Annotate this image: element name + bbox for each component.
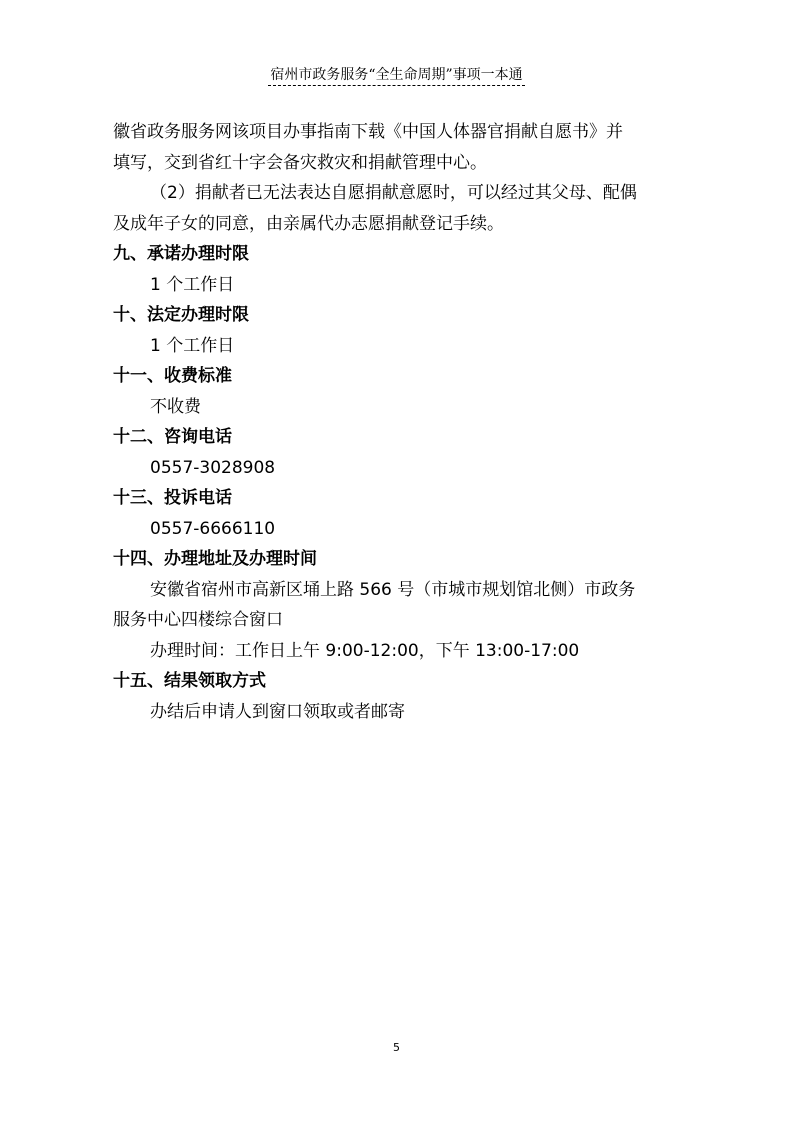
page-header — [0, 64, 793, 86]
section-heading-result-collection: 十五、结果领取方式 — [113, 671, 266, 691]
section-heading-promised-time-limit: 九、承诺办理时限 — [113, 244, 249, 264]
page-number: 5 — [393, 1041, 400, 1054]
section-heading-consult-phone: 十二、咨询电话 — [113, 427, 232, 447]
address-line: 服务中心四楼综合窗口 — [113, 610, 283, 630]
body-line: 徽省政务服务网该项目办事指南下载《中国人体器官捐献自愿书》并 — [113, 122, 623, 142]
body-line: 填写，交到省红十字会备灾救灾和捐献管理中心。 — [113, 152, 487, 173]
body-line: 及成年子女的同意，由亲属代办志愿捐献登记手续。 — [113, 213, 504, 234]
body-line: （2）捐献者已无法表达自愿捐献意愿时，可以经过其父母、配偶 — [150, 183, 637, 203]
complaint-phone-number: 0557-6666110 — [150, 518, 276, 539]
section-heading-fee-standard: 十一、收费标准 — [113, 366, 232, 386]
consult-phone-number: 0557-3028908 — [150, 457, 276, 478]
office-hours-line: 办理时间：工作日上午 9:00-12:00，下午 13:00-17:00 — [150, 640, 580, 661]
header-title: 宿州市政务服务“全生命周期”事项一本通 — [268, 65, 524, 86]
body-line: 不收费 — [150, 396, 201, 417]
section-heading-complaint-phone: 十三、投诉电话 — [113, 488, 232, 508]
document-body — [113, 117, 691, 727]
address-line: 安徽省宿州市高新区埇上路 566 号（市城市规划馆北侧）市政务 — [150, 579, 636, 600]
body-line: 1 个工作日 — [150, 274, 235, 295]
section-heading-legal-time-limit: 十、法定办理时限 — [113, 305, 249, 325]
body-line: 1 个工作日 — [150, 335, 235, 356]
section-heading-address-and-hours: 十四、办理地址及办理时间 — [113, 549, 317, 569]
body-line: 办结后申请人到窗口领取或者邮寄 — [150, 701, 405, 722]
